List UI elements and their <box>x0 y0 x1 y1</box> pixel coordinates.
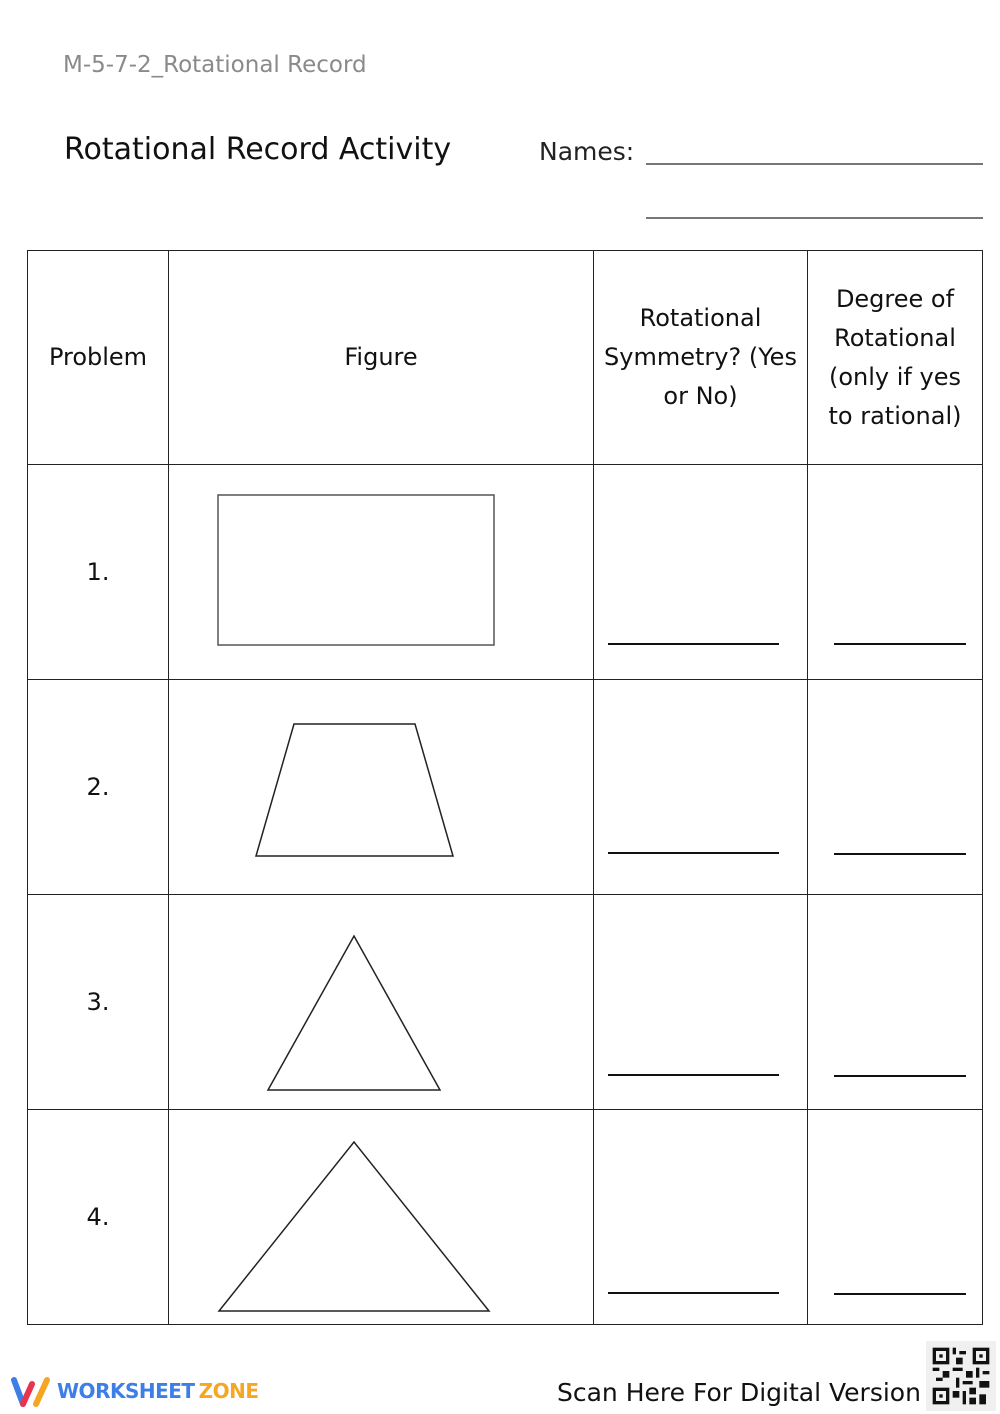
worksheet-zone-logo-icon <box>10 1376 52 1408</box>
record-table <box>27 250 983 1325</box>
name-line-2[interactable] <box>646 217 983 219</box>
degree-answer[interactable] <box>808 680 983 895</box>
problem-number: 2. <box>28 680 169 895</box>
brand-part-2: ZONE <box>198 1379 259 1403</box>
symmetry-answer[interactable] <box>594 465 808 680</box>
page-title: Rotational Record Activity <box>64 132 452 167</box>
header-symmetry: Rotational Symmetry? (Yes or No) <box>594 251 808 465</box>
figure-cell <box>169 680 594 895</box>
table-row <box>28 465 983 680</box>
header-problem: Problem <box>28 251 169 465</box>
header-figure: Figure <box>169 251 594 465</box>
table-row <box>28 1110 983 1325</box>
symmetry-answer[interactable] <box>594 1110 808 1325</box>
degree-answer[interactable] <box>808 465 983 680</box>
figure-cell <box>169 465 594 680</box>
header-degree: Degree of Rotational (only if yes to rational) <box>808 251 983 465</box>
problem-number: 1. <box>28 465 169 680</box>
brand-name <box>57 1379 258 1403</box>
problem-number: 4. <box>28 1110 169 1325</box>
figure-cell <box>169 895 594 1110</box>
table-header-row <box>28 251 983 465</box>
qr-code-icon[interactable] <box>926 1341 996 1411</box>
names-label: Names: <box>539 137 635 166</box>
symmetry-answer[interactable] <box>594 895 808 1110</box>
table-row <box>28 895 983 1110</box>
brand-part-1: WORKSHEET <box>57 1379 195 1403</box>
name-line-1[interactable] <box>646 163 983 165</box>
table-row <box>28 680 983 895</box>
figure-cell <box>169 1110 594 1325</box>
degree-answer[interactable] <box>808 1110 983 1325</box>
problem-number: 3. <box>28 895 169 1110</box>
document-code: M-5-7-2_Rotational Record <box>63 52 367 78</box>
symmetry-answer[interactable] <box>594 680 808 895</box>
scan-text: Scan Here For Digital Version <box>557 1378 921 1407</box>
degree-answer[interactable] <box>808 895 983 1110</box>
